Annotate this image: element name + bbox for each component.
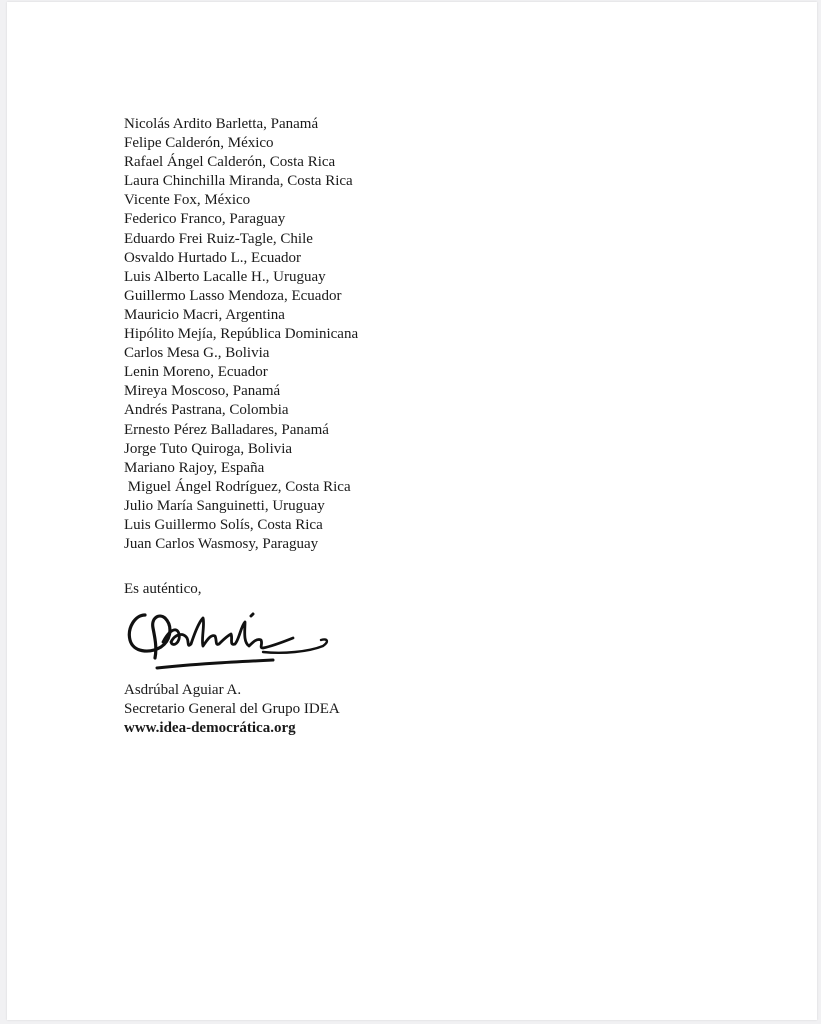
signatory: Andrés Pastrana, Colombia — [124, 402, 289, 419]
signatory: Juan Carlos Wasmosy, Paraguay — [124, 536, 319, 553]
signatory: Mauricio Macri, Argentina — [124, 306, 285, 323]
signatory: Mireya Moscoso, Panamá — [124, 383, 281, 400]
signatory: Nicolás Ardito Barletta, Panamá — [124, 116, 319, 132]
signatory: Carlos Mesa G., Bolivia — [124, 345, 270, 362]
signatory: Federico Franco, Paraguay — [124, 211, 286, 228]
signer-name: Asdrúbal Aguiar A. — [124, 682, 242, 698]
signatory: Luis Alberto Lacalle H., Uruguay — [124, 268, 326, 285]
signatory: Jorge Tuto Quiroga, Bolivia — [124, 440, 293, 457]
signatory: Eduardo Frei Ruiz-Tagle, Chile — [124, 230, 313, 247]
document-page — [7, 2, 817, 1020]
closing-text: Es auténtico, — [124, 581, 202, 597]
signatory: Julio María Sanguinetti, Uruguay — [124, 497, 325, 514]
signatory: Ernesto Pérez Balladares, Panamá — [124, 421, 329, 438]
signatories-list — [124, 115, 358, 554]
website-link[interactable]: www.idea-democrática.org — [124, 720, 296, 737]
signatory: Mariano Rajoy, España — [124, 459, 265, 476]
signatory: Vicente Fox, México — [124, 192, 251, 209]
signatory: Luis Guillermo Solís, Costa Rica — [124, 516, 323, 533]
signatory: Miguel Ángel Rodríguez, Costa Rica — [124, 478, 351, 495]
signatory: Lenin Moreno, Ecuador — [124, 364, 268, 381]
signer-block — [124, 681, 340, 738]
signatory: Osvaldo Hurtado L., Ecuador — [124, 249, 302, 266]
handwritten-signature — [123, 602, 333, 680]
signatory: Guillermo Lasso Mendoza, Ecuador — [124, 287, 342, 304]
signatory: Laura Chinchilla Miranda, Costa Rica — [124, 173, 353, 190]
signatory: Rafael Ángel Calderón, Costa Rica — [124, 154, 336, 171]
signer-title: Secretario General del Grupo IDEA — [124, 701, 340, 718]
signatory: Felipe Calderón, México — [124, 135, 274, 152]
signatory: Hipólito Mejía, República Dominicana — [124, 326, 359, 343]
